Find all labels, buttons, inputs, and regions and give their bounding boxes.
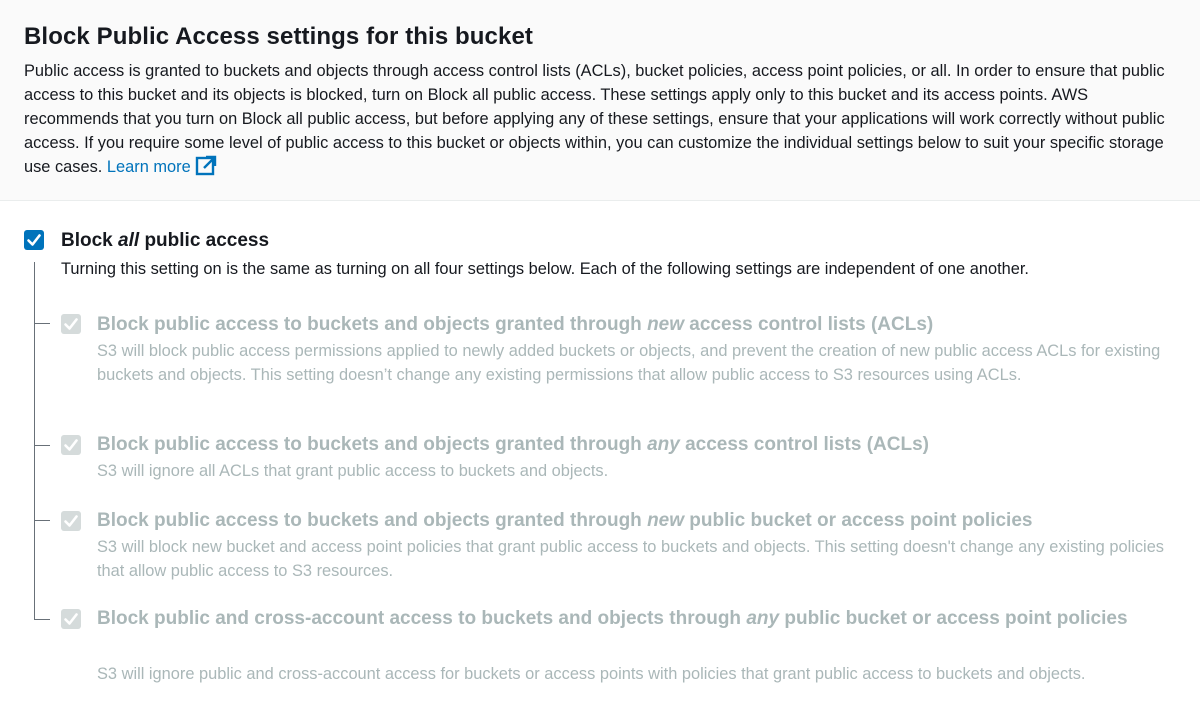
- learn-more-label: Learn more: [106, 158, 191, 176]
- setting-title-prefix: Block public access to buckets and objects granted through: [97, 314, 642, 335]
- setting-new-acls-checkbox[interactable]: [61, 314, 81, 334]
- learn-more-link[interactable]: [107, 158, 217, 176]
- setting-title-suffix: public bucket or access point policies: [784, 608, 1128, 629]
- setting-any-acls-checkbox[interactable]: [61, 435, 81, 455]
- tree-branch: [34, 323, 50, 324]
- header-description-text: Public access is granted to buckets and objects through access control lists (ACLs), bucket policies, access point policies, or all. In order to ensure that public access to this bucket and its objects is blocked, turn on Block all public access. These settings apply only to this bucket and its access points. AWS recommends that you turn on Block all public access, but before applying any of these settings, ensure that your applications will work correctly without public access. If you require some level of public access to this bucket or objects within, you can customize the individual settings below to suit your specific storage use cases.: [24, 62, 1165, 176]
- checkmark-icon: [61, 511, 81, 531]
- block-all-description: Turning this setting on is the same as turning on all four settings below. Each of the following settings are independent of one another.: [61, 260, 1029, 278]
- checkmark-icon: [61, 609, 81, 629]
- setting-title-prefix: Block public access to buckets and objects granted through: [97, 434, 642, 455]
- setting-title-emphasis: new: [647, 314, 685, 335]
- setting-title-emphasis: any: [647, 434, 680, 455]
- setting-title-suffix: access control lists (ACLs): [689, 314, 934, 335]
- checkmark-icon: [61, 314, 81, 334]
- setting-cross-account-title: [97, 605, 1177, 633]
- setting-cross-account-description: S3 will ignore public and cross-account access for buckets or access points with policies that grant public access to buckets and objects.: [97, 665, 1086, 683]
- setting-new-acls-description: S3 will block public access permissions applied to newly added buckets or objects, and prevent the creation of new public access ACLs for existing buckets and objects. This setting doesn’t change any existing permissions that allow public access to S3 resources using ACLs.: [97, 342, 1161, 384]
- tree-branch: [34, 619, 50, 620]
- setting-new-policies-title: [97, 507, 1177, 535]
- setting-title-suffix: public bucket or access point policies: [689, 510, 1033, 531]
- block-all-label: [61, 228, 269, 254]
- block-all-checkbox[interactable]: [24, 230, 44, 250]
- setting-new-acls-title: [97, 311, 1177, 339]
- block-all-label-emphasis: all: [118, 230, 140, 251]
- setting-title-emphasis: any: [746, 608, 780, 629]
- setting-title-suffix: access control lists (ACLs): [685, 434, 930, 455]
- setting-new-policies-description: S3 will block new bucket and access point policies that grant public access to buckets and objects. This setting doesn't change any existing policies that allow public access to S3 resources.: [97, 538, 1164, 580]
- header-description: [24, 59, 1174, 179]
- setting-title-prefix: Block public and cross-account access to buckets and objects through: [97, 608, 742, 629]
- tree-branch: [34, 520, 50, 521]
- checkmark-icon: [61, 435, 81, 455]
- external-link-icon: [195, 155, 217, 177]
- setting-any-acls-description: S3 will ignore all ACLs that grant public access to buckets and objects.: [97, 462, 609, 480]
- setting-cross-account-checkbox[interactable]: [61, 609, 81, 629]
- settings-header: [0, 0, 1200, 201]
- setting-new-policies-checkbox[interactable]: [61, 511, 81, 531]
- setting-any-acls-title: [97, 431, 1177, 459]
- block-all-label-prefix: Block: [61, 230, 113, 251]
- setting-title-emphasis: new: [647, 510, 685, 531]
- page-title: Block Public Access settings for this bucket: [24, 23, 533, 50]
- setting-title-prefix: Block public access to buckets and objects granted through: [97, 510, 642, 531]
- block-all-label-suffix: public access: [144, 230, 270, 251]
- tree-connector: [34, 262, 35, 620]
- tree-branch: [34, 445, 50, 446]
- checkmark-icon: [24, 230, 44, 250]
